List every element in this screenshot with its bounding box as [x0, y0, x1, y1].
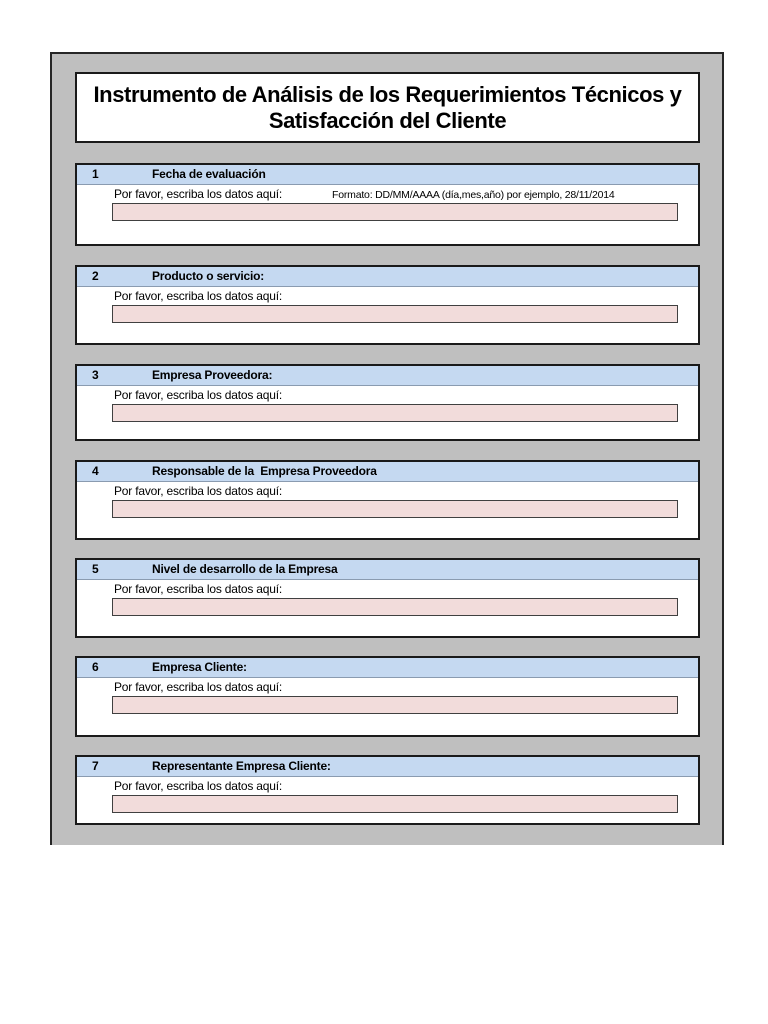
section-header — [77, 757, 698, 777]
section-header — [77, 267, 698, 287]
section-label: Fecha de evaluación — [152, 167, 266, 181]
section-fecha-evaluacion — [75, 163, 700, 246]
section-header — [77, 366, 698, 386]
section-label: Representante Empresa Cliente: — [152, 759, 331, 773]
section-number: 1 — [92, 167, 99, 181]
section-header — [77, 560, 698, 580]
section-number: 4 — [92, 464, 99, 478]
section-prompt: Por favor, escriba los datos aquí: — [114, 388, 282, 402]
section-number: 7 — [92, 759, 99, 773]
section-empresa-proveedora — [75, 364, 700, 441]
producto-servicio-input[interactable] — [112, 305, 678, 323]
form-title-line-2: Satisfacción del Cliente — [268, 107, 507, 133]
fecha-evaluacion-input[interactable] — [112, 203, 678, 221]
section-label: Nivel de desarrollo de la Empresa — [152, 562, 338, 576]
section-producto-servicio — [75, 265, 700, 345]
section-representante-cliente — [75, 755, 700, 825]
nivel-desarrollo-input[interactable] — [112, 598, 678, 616]
section-prompt: Por favor, escriba los datos aquí: — [114, 680, 282, 694]
section-prompt: Por favor, escriba los datos aquí: — [114, 289, 282, 303]
responsable-proveedora-input[interactable] — [112, 500, 678, 518]
section-label: Empresa Cliente: — [152, 660, 247, 674]
section-number: 3 — [92, 368, 99, 382]
section-number: 5 — [92, 562, 99, 576]
representante-cliente-input[interactable] — [112, 795, 678, 813]
section-header — [77, 165, 698, 185]
section-number: 6 — [92, 660, 99, 674]
section-number: 2 — [92, 269, 99, 283]
section-prompt: Por favor, escriba los datos aquí: — [114, 779, 282, 793]
form-title-box — [75, 72, 700, 143]
section-prompt: Por favor, escriba los datos aquí: — [114, 484, 282, 498]
section-label: Producto o servicio: — [152, 269, 265, 283]
section-header — [77, 462, 698, 482]
section-empresa-cliente — [75, 656, 700, 737]
date-format-hint: Formato: DD/MM/AAAA (día,mes,año) por ejemplo, 28/11/2014 — [332, 189, 615, 201]
empresa-cliente-input[interactable] — [112, 696, 678, 714]
section-header — [77, 658, 698, 678]
section-nivel-desarrollo — [75, 558, 700, 638]
section-responsable-proveedora — [75, 460, 700, 540]
empresa-proveedora-input[interactable] — [112, 404, 678, 422]
section-prompt: Por favor, escriba los datos aquí: — [114, 187, 282, 201]
section-label: Responsable de la Empresa Proveedora — [152, 464, 377, 478]
form-title-line-1: Instrumento de Análisis de los Requerimientos Técnicos y — [93, 81, 682, 107]
section-label: Empresa Proveedora: — [152, 368, 273, 382]
section-prompt: Por favor, escriba los datos aquí: — [114, 582, 282, 596]
